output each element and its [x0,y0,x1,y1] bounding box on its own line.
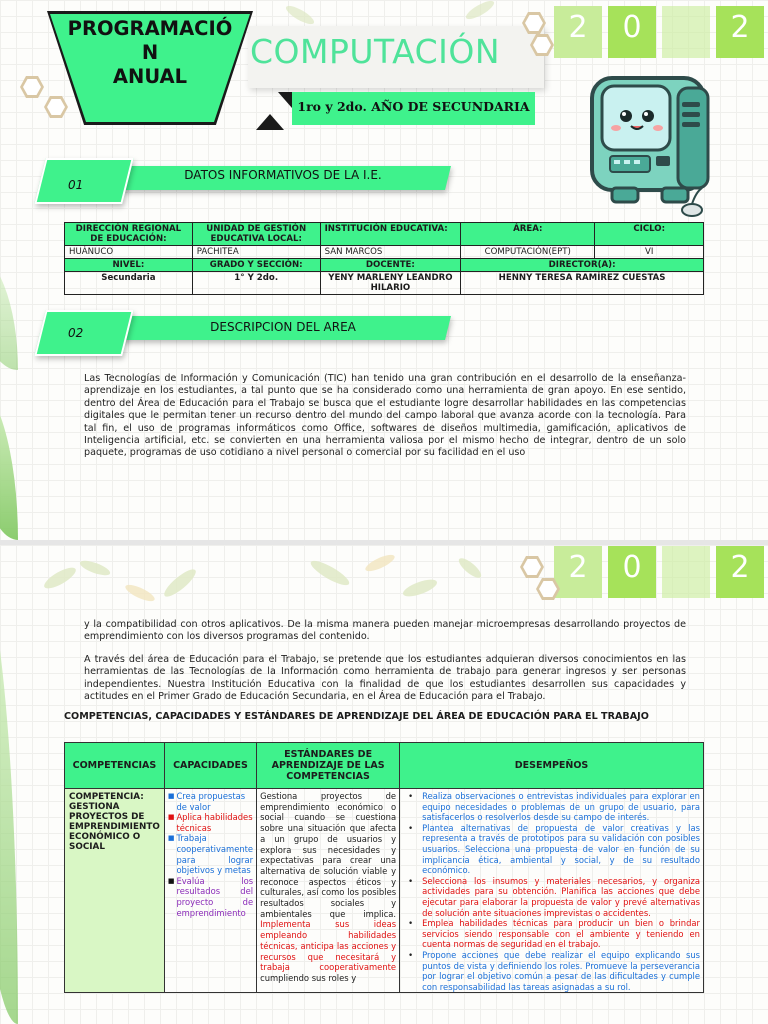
program-title-line: N [141,41,159,64]
competencia-cell: COMPETENCIA: GESTIONA PROYECTOS DE EMPRENDIMIENTO ECONÓMICO O SOCIAL [65,789,165,993]
bullet-square-icon: ■ [167,813,175,822]
year-tile: 2 [716,6,764,58]
desempeno-item: • Plantea alternativas de propuesta de valor creativas y las representa a través de prototipos para su validación con posibles usuarios. Selecciona una propuesta de valor en función de su implicancia ética, ambiental y social, y de su resultado económico. [422,823,700,876]
info-header-cell: DIRECTOR(A): [461,259,704,272]
info-header-row [65,259,704,272]
capacidad-text: Trabaja cooperativamente para lograr objetivos y metas [176,833,254,876]
description-paragraph: y la compatibilidad con otros aplicativos. De la misma manera pueden manejar microempresas desarrollando proyectos de emprendimiento con los diversos programas del contenido. [84,619,686,643]
description-paragraph: Las Tecnologías de Información y Comunicación (TIC) han tenido una gran contribución en el desarrollo de la enseñanza-aprendizaje en los estudiantes, a tal punto que se ha considerado como una herramienta de gran apoyo. En ese sentido, dentro del Área de Educación para el Trabajo se busca que el estudiante logre desarrollar habilidades en las competencias digitales que le permitan tener un recurso dentro del mundo del campo laboral que avanza acorde con la tecnología. Para tal fin, el uso de programas informáticos como Office, softwares de diseños multimedia, gamificación, aplicativos de Inteligencia artificial, etc. se convierten en una herramienta valiosa por el mismo hecho de integrar, dentro de un solo paquete, programas de uso cotidiano a nivel personal o comercial por su facilidad en el uso [84,373,686,459]
program-title [60,17,240,89]
comp-header-cell: ESTÁNDARES DE APRENDIZAJE DE LAS COMPETENCIAS [257,743,400,789]
info-value-cell: SAN MARCOS [320,246,461,259]
desempeno-item: • Emplea habilidades técnicas para producir un bien o brindar servicios siendo responsable con el ambiente y teniendo en cuenta normas de seguridad en el trabajo. [422,918,700,950]
info-header-cell: CICLO: [595,223,704,246]
subject-title: COMPUTACIÓN [250,32,501,71]
info-value-row [65,272,704,295]
decorative-triangle [256,114,284,130]
desempeno-item: • Propone acciones que debe realizar el equipo explicando sus puntos de vista y definiendo los roles. Promueve la perseverancia por lograr el objetivo común a pesar de las dificultades y cumple con responsabilidad las tareas asignadas a su rol. [422,950,700,992]
info-value-cell: VI [595,246,704,259]
year-tile: 2 [554,546,602,598]
comp-header-cell: COMPETENCIAS [65,743,165,789]
decorative-triangle [278,92,292,108]
info-header-cell: NIVEL: [65,259,193,272]
section-label: DATOS INFORMATIVOS DE LA I.E. [184,168,382,182]
program-title-line: PROGRAMACIÓ [67,17,233,40]
capacidad-text: Crea propuestas de valor [176,791,246,812]
decorative-leaves [0,548,560,618]
section-number: 02 [68,326,84,340]
estandar-text: Implementa sus ideas empleando habilidades técnicas, anticipa las acciones y recursos que necesitará y trabaja cooperativamente [260,919,397,973]
comp-header-row [65,743,704,789]
info-header-cell: DIRECCIÓN REGIONAL DE EDUCACIÓN: [65,223,193,246]
info-table [64,222,704,295]
capacidad-text: Aplica habilidades técnicas [176,812,253,833]
bullet-square-icon: ■ [167,834,175,843]
year-tile [662,546,710,598]
year-tile: 0 [608,546,656,598]
estandar-text: cumpliendo sus roles y [260,972,357,983]
section-header-datos [40,158,450,204]
capacidad-text: Evalúa los resultados del proyecto de emprendimiento [176,875,254,918]
info-header-cell: DOCENTE: [320,259,461,272]
section-number: 01 [68,178,84,192]
capacidad-item [168,791,253,812]
desempenos-cell [400,789,704,993]
comp-header-cell: DESEMPEÑOS [400,743,704,789]
info-value-cell: YENY MARLENY LEANDRO HILARIO [320,272,461,295]
estandares-cell [257,789,400,993]
info-header-cell: GRADO Y SECCIÓN: [192,259,320,272]
capacidad-item [168,876,253,918]
capacidad-item [168,812,253,833]
program-title-line: ANUAL [112,65,188,88]
info-header-cell: INSTITUCIÓN EDUCATIVA: [320,223,461,246]
info-value-cell: Secundaria [65,272,193,295]
section-header-descripcion [40,310,450,356]
info-value-cell: 1° Y 2do. [192,272,320,295]
description-paragraph: A través del área de Educación para el Trabajo, se pretende que los estudiantes adquieran diversos conocimientos en las herramientas de las Tecnologías de la Información como herramienta de trabajo para generar ingresos y ser personas independientes. Nuestra Institución Educativa con la finalidad de que los estudiantes desarrollen sus capacidades y actitudes en el Primer Grado de Educación Secundaria, en el Área de Educación para el Trabajo. [84,654,686,703]
info-value-cell: PACHITEA [192,246,320,259]
info-value-cell: COMPUTACIÓN(EPT) [461,246,595,259]
comp-header-cell: CAPACIDADES [164,743,256,789]
estandar-text: Gestiona proyectos de emprendimiento económico o social cuando se cuestiona sobre una situación que afecta a un grupo de usuarios y explora sus necesidades y expectativas para crear una alternativa de solución viable y reconoce aspectos éticos y culturales, así como los posibles resultados sociales y ambientales que implica. [260,791,397,919]
info-value-row [65,246,704,259]
info-header-cell: UNIDAD DE GESTIÓN EDUCATIVA LOCAL: [192,223,320,246]
bullet-square-icon: ■ [167,792,175,800]
info-header-row [65,223,704,246]
year-tile: 2 [716,546,764,598]
desempeno-item: • Realiza observaciones o entrevistas individuales para explorar en equipo necesidades o problemas de un grupo de usuario, para satisfacerlos o resolverlos desde su campo de interés. [422,791,700,823]
capacidades-cell [164,789,256,993]
decorative-leaf [0,380,18,540]
competencies-table [64,742,704,993]
competencias-heading: COMPETENCIAS, CAPACIDADES Y ESTÁNDARES DE APRENDIZAJE DEL ÁREA DE EDUCACIÓN PARA EL TRABAJO [64,711,649,722]
computer-mascot-image [584,68,724,218]
year-tile: 2 [554,6,602,58]
desempeno-item: • Selecciona los insumos y materiales necesarios, y organiza actividades para su obtención. Planifica las acciones que debe ejecutar para elaborar la propuesta de valor y prevé alternativas de solución ante situaciones imprevistas o accidentes. [422,876,700,918]
comp-row [65,789,704,993]
decorative-leaf [0,250,18,370]
grades-text: 1ro y 2do. AÑO DE SECUNDARIA [297,99,530,114]
info-header-cell: ÁREA: [461,223,595,246]
info-value-cell: HUÁNUCO [65,246,193,259]
year-tile: 0 [608,6,656,58]
year-tile [662,6,710,58]
section-label: DESCRIPCION DEL AREA [210,320,356,334]
info-value-cell: HENNY TERESA RAMÍREZ CUESTAS [461,272,704,295]
bullet-square-icon: ■ [167,876,175,885]
capacidad-item [168,833,253,875]
